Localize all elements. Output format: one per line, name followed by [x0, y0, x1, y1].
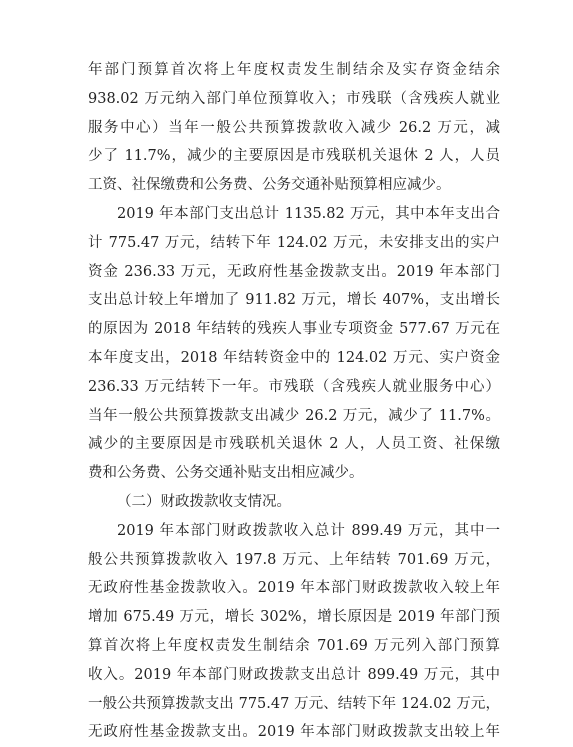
text-line: 资金 236.33 万元，无政府性基金拨款支出。2019 年本部门: [88, 263, 500, 280]
section-heading: （二）财政拨款收支情况。: [117, 493, 291, 510]
paragraph-start-line: 2019 年本部门财政拨款收入总计 899.49 万元，其中一: [117, 522, 500, 539]
text-line: 服务中心）当年一般公共预算拨款收入减少 26.2 万元，减: [88, 119, 500, 136]
text-line: 的原因为 2018 年结转的残疾人事业专项资金 577.67 万元在: [88, 321, 500, 338]
text-line: 938.02 万元纳入部门单位预算收入；市残联（含残疾人就业: [88, 90, 500, 107]
text-line: 收入。2019 年本部门财政拨款支出总计 899.49 万元，其中: [88, 666, 500, 683]
text-line: 费和公务费、公务交通补贴支出相应减少。: [88, 465, 364, 482]
text-line: 支出总计较上年增加了 911.82 万元，增长 407%，支出增长: [88, 292, 500, 309]
text-line: 无政府性基金拨款支出。2019 年本部门财政拨款支出较上年: [88, 724, 500, 741]
text-line: 236.33 万元结转下一年。市残联（含残疾人就业服务中心）: [88, 378, 500, 395]
text-line: 计 775.47 万元，结转下年 124.02 万元，未安排支出的实户: [88, 234, 500, 251]
text-line: 算首次将上年度权责发生制结余 701.69 万元列入部门预算: [88, 637, 500, 654]
text-line: 般公共预算拨款收入 197.8 万元、上年结转 701.69 万元，: [88, 551, 500, 568]
paragraph-start-line: 2019 年本部门支出总计 1135.82 万元，其中本年支出合: [117, 205, 500, 222]
text-line: 减少的主要原因是市残联机关退休 2 人，人员工资、社保缴: [88, 436, 500, 453]
document-body: [88, 56, 500, 747]
text-line: 年部门预算首次将上年度权责发生制结余及实存资金结余: [88, 62, 500, 78]
text-line: 工资、社保缴费和公务费、公务交通补贴预算相应减少。: [88, 177, 451, 194]
text-line: 增加 675.49 万元，增长 302%，增长原因是 2019 年部门预: [88, 609, 500, 626]
text-line: 一般公共预算拨款支出 775.47 万元、结转下年 124.02 万元，: [88, 695, 500, 712]
text-line: 本年度支出，2018 年结转资金中的 124.02 万元、实户资金: [88, 349, 500, 366]
text-line: 无政府性基金拨款收入。2019 年本部门财政拨款收入较上年: [88, 580, 500, 597]
text-line: 当年一般公共预算拨款支出减少 26.2 万元，减少了 11.7%。: [88, 407, 500, 424]
text-line: 少了 11.7%，减少的主要原因是市残联机关退休 2 人，人员: [88, 148, 500, 165]
